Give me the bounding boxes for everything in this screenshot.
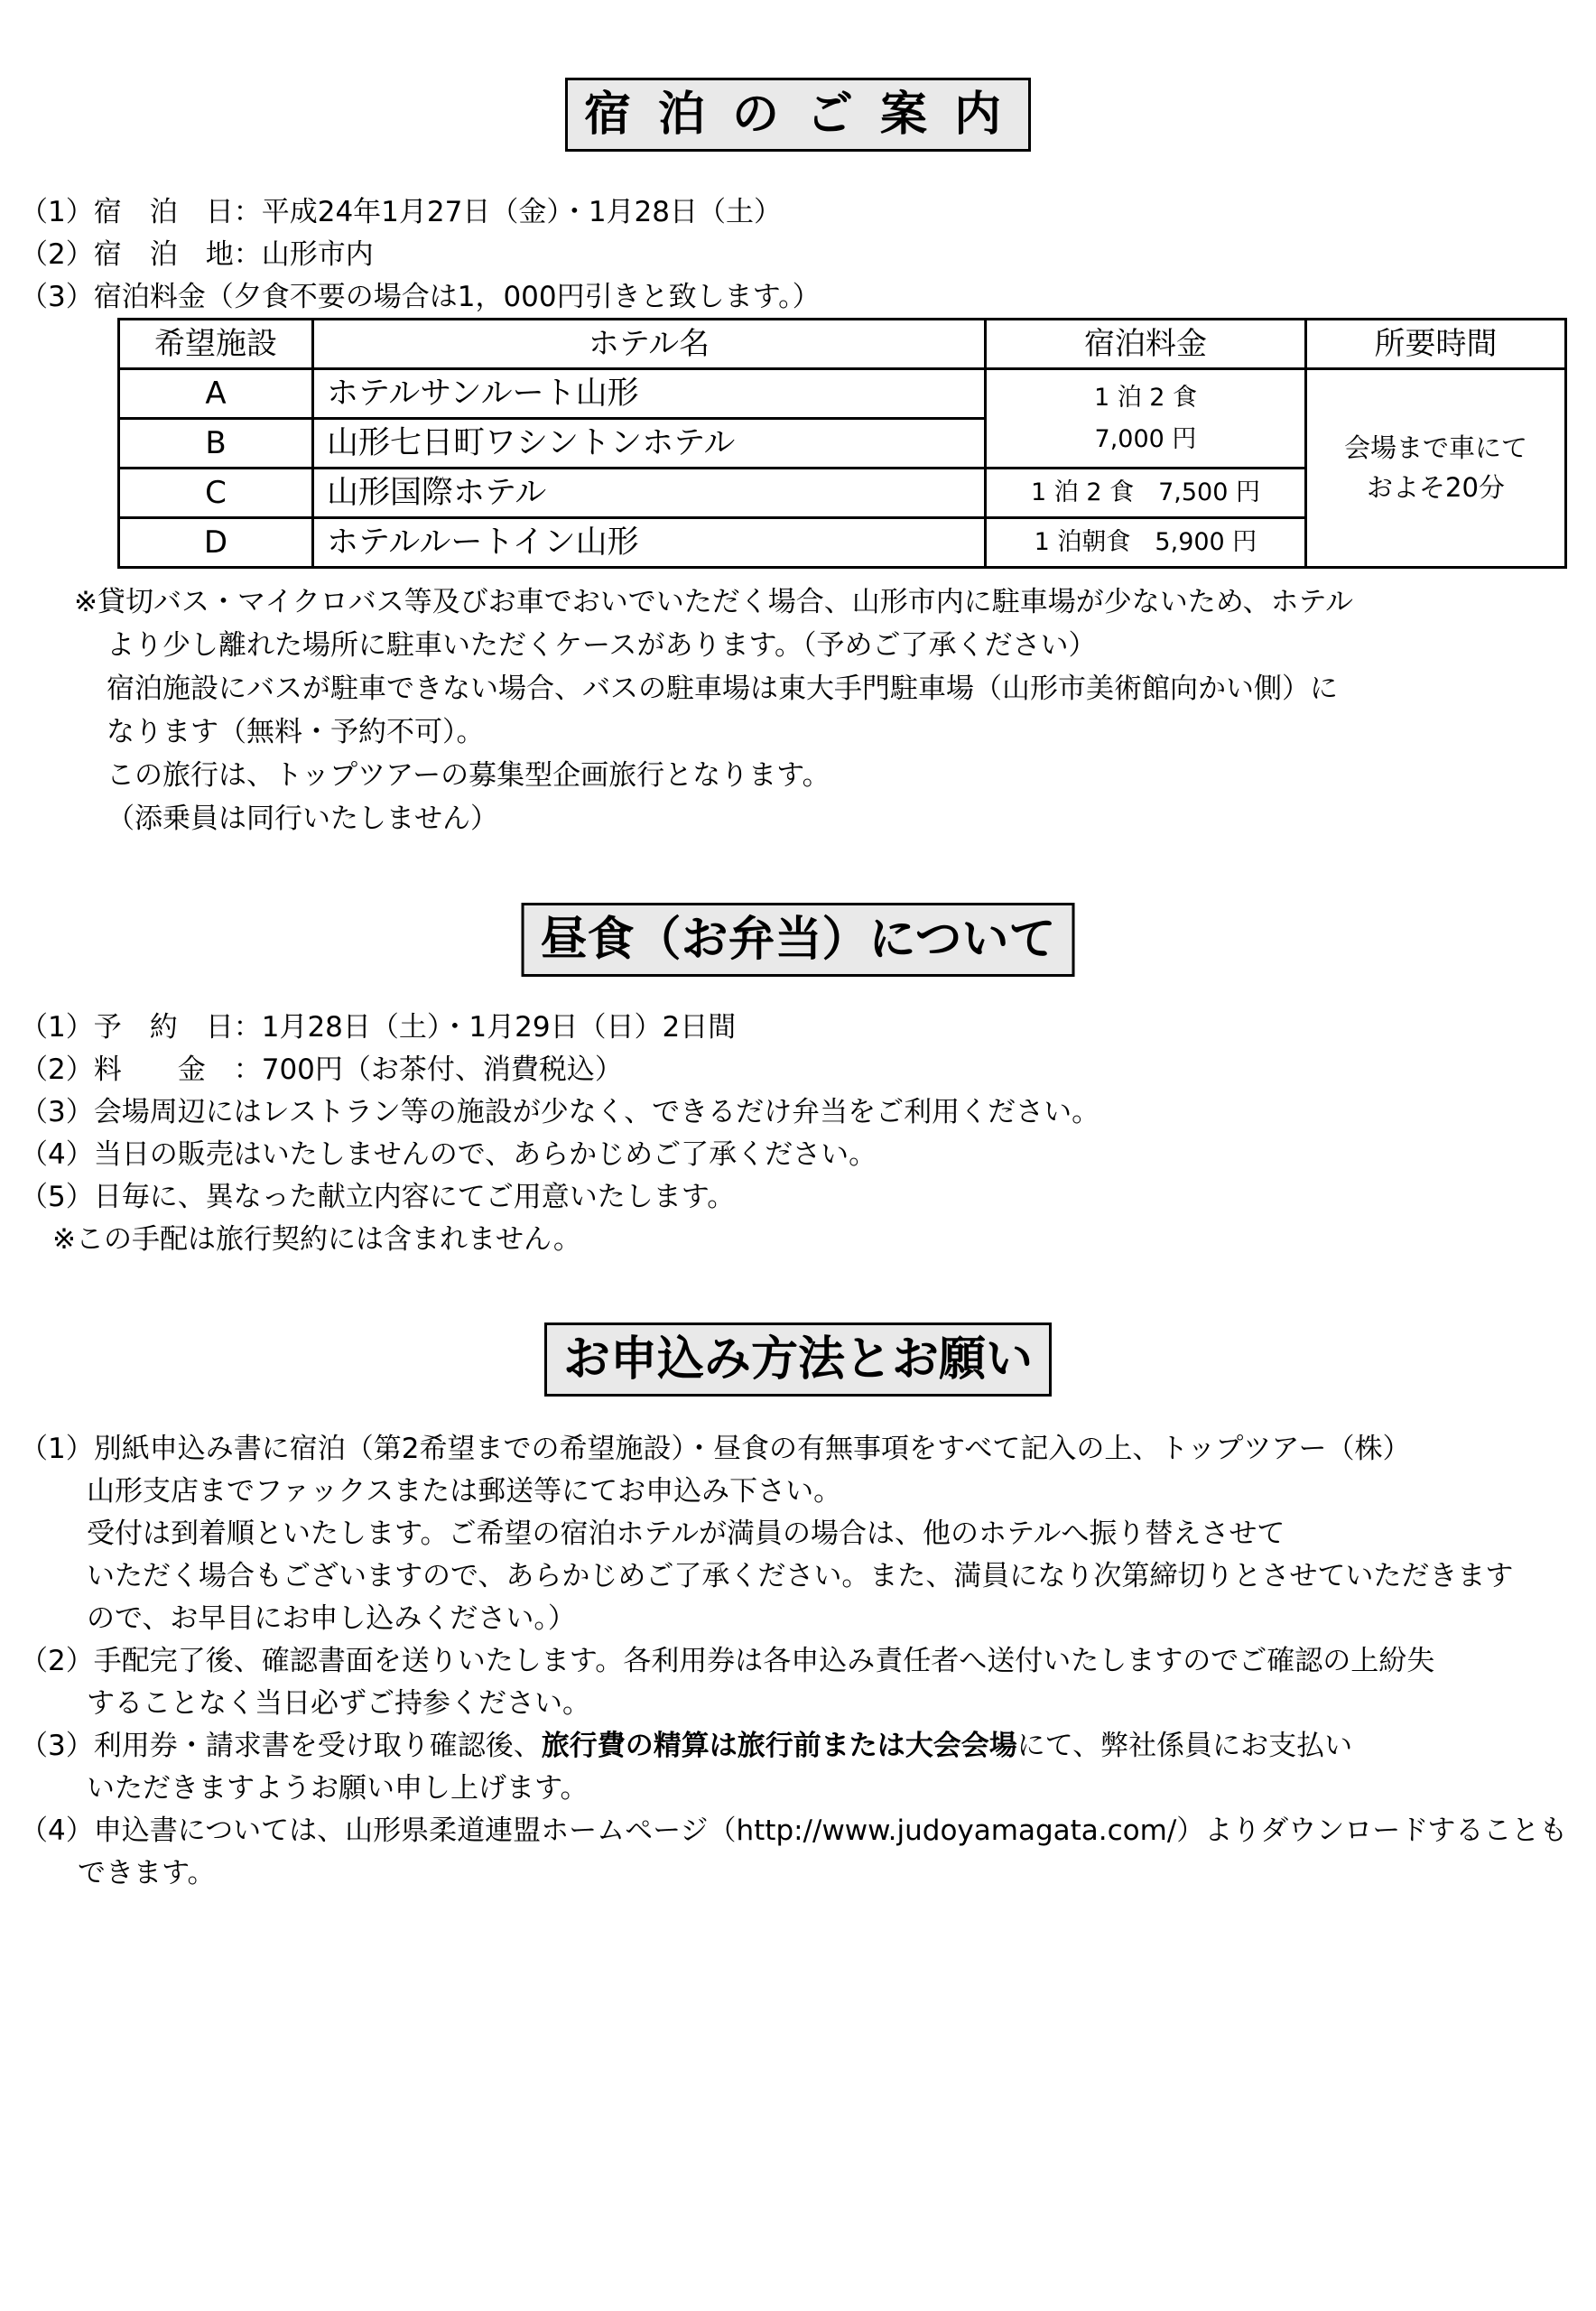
accommodation-item-2: （2）宿 泊 地：山形市内 — [20, 238, 374, 271]
facility-code: B — [119, 419, 313, 469]
travel-time-line2: およそ20分 — [1367, 471, 1505, 503]
lunch-item-1: （1）予 約 日：1月28日（土）・1月29日（日）2日間 — [20, 1011, 737, 1044]
accommodation-note-2: より少し離れた場所に駐車いただくケースがあります。（予めご了承ください） — [107, 629, 1097, 662]
accommodation-item-3: （3）宿泊料金（夕食不要の場合は1，000円引きと致します。） — [20, 281, 821, 313]
item-3-post: にて、弊社係員にお支払い — [1016, 1730, 1353, 1762]
facility-code: A — [119, 369, 313, 419]
header-facility: 希望施設 — [119, 320, 313, 369]
price-ab-line1: 1 泊 2 食 — [1093, 383, 1198, 412]
accommodation-note-4: なります（無料・予約不可）。 — [107, 716, 485, 748]
application-item-4-line-2: できます。 — [78, 1857, 216, 1889]
item-3-pre: （3）利用券・請求書を受け取り確認後、 — [20, 1730, 542, 1762]
lunch-item-5: （5）日毎に、異なった献立内容にてご用意いたします。 — [20, 1181, 736, 1213]
header-hotel-name: ホテル名 — [313, 320, 986, 369]
travel-time-line1: 会場まで車にて — [1343, 432, 1527, 463]
price-ab-line2: 7,000 円 — [1094, 424, 1197, 453]
application-item-3-line-2: いただきますようお願い申し上げます。 — [87, 1772, 589, 1805]
lunch-item-2: （2）料 金 ：700円（お茶付、消費税込） — [20, 1053, 623, 1086]
price-c: 1 泊 2 食 7,500 円 — [986, 469, 1306, 518]
item-3-bold: 旅行費の精算は旅行前または大会会場 — [541, 1730, 1017, 1762]
lunch-note: ※この手配は旅行契約には含まれません。 — [52, 1223, 581, 1256]
accommodation-note-3: 宿泊施設にバスが駐車できない場合、バスの駐車場は東大手門駐車場（山形市美術館向かい側）に — [107, 673, 1338, 705]
price-ab — [986, 369, 1306, 469]
application-item-4-line-1: （4）申込書については、山形県柔道連盟ホームページ（http://www.judoyamagata.com/）よりダウンロードすることも — [20, 1814, 1568, 1847]
accommodation-note-1: ※貸切バス・マイクロバス等及びお車でおいでいただく場合、山形市内に駐車場が少ないため、ホテル — [74, 586, 1353, 618]
header-price: 宿泊料金 — [986, 320, 1306, 369]
hotel-name: 山形国際ホテル — [313, 469, 986, 518]
application-title: お申込み方法とお願い — [544, 1323, 1052, 1397]
application-item-1-line-1: （1）別紙申込み書に宿泊（第2希望までの希望施設）・昼食の有無事項をすべて記入の上、トップツアー（株） — [20, 1433, 1411, 1465]
lunch-item-4: （4）当日の販売はいたしませんので、あらかじめご了承ください。 — [20, 1138, 877, 1171]
hotel-name: 山形七日町ワシントンホテル — [313, 419, 986, 469]
hotel-name: ホテルサンルート山形 — [313, 369, 986, 419]
application-item-1-line-2: 山形支店までファックスまたは郵送等にてお申込み下さい。 — [87, 1475, 842, 1508]
accommodation-item-1: （1）宿 泊 日：平成24年1月27日（金）・1月28日（土） — [20, 196, 783, 228]
application-item-2-line-2: することなく当日必ずご持参ください。 — [87, 1687, 590, 1720]
table-row — [119, 369, 1566, 419]
lunch-item-3: （3）会場周辺にはレストラン等の施設が少なく、できるだけ弁当をご利用ください。 — [20, 1096, 1100, 1128]
lunch-title: 昼食（お弁当）について — [522, 903, 1075, 977]
accommodation-title: 宿泊のご案内 — [565, 78, 1031, 152]
accommodation-note-5: この旅行は、トップツアーの募集型企画旅行となります。 — [107, 759, 830, 792]
table-header-row — [119, 320, 1566, 369]
application-item-3-line-1 — [20, 1732, 1352, 1760]
hotel-table — [117, 318, 1567, 569]
application-item-1-line-3: 受付は到着順といたします。ご希望の宿泊ホテルが満員の場合は、他のホテルへ振り替えさせて — [87, 1517, 1285, 1550]
application-item-2-line-1: （2）手配完了後、確認書面を送りいたします。各利用券は各申込み責任者へ送付いたしますのでご確認の上紛失 — [20, 1645, 1435, 1677]
accommodation-note-6: （添乗員は同行いたしません） — [107, 803, 498, 835]
header-travel-time: 所要時間 — [1306, 320, 1566, 369]
facility-code: C — [119, 469, 313, 518]
hotel-name: ホテルルートイン山形 — [313, 518, 986, 568]
application-item-1-line-4: いただく場合もございますので、あらかじめご了承ください。また、満員になり次第締切りとさせていただきます — [87, 1560, 1514, 1592]
travel-time — [1306, 369, 1566, 568]
price-d: 1 泊朝食 5,900 円 — [986, 518, 1306, 568]
application-item-1-line-5: ので、お早目にお申し込みください。） — [87, 1602, 576, 1635]
facility-code: D — [119, 518, 313, 568]
